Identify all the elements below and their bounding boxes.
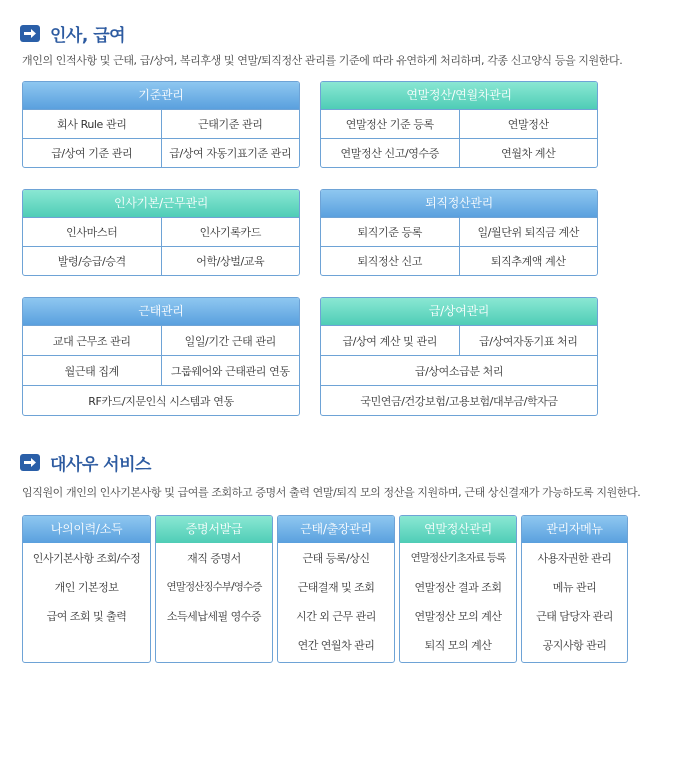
menu-item[interactable]: 연말정산 신고/영수증 (340, 147, 439, 160)
menu-item[interactable]: 공지사항 관리 (542, 638, 607, 652)
box-row (321, 385, 597, 415)
box-header: 퇴직정산관리 (321, 190, 597, 217)
menu-item[interactable]: 소득세납세필 영수증 (166, 609, 262, 623)
menu-item[interactable]: 재직 증명서 (187, 551, 241, 565)
menu-item[interactable]: 교대 근무조 관리 (52, 334, 131, 348)
section-description: 개인의 인적사항 및 근태, 급/상여, 복리후생 및 연말/퇴직정산 관리를 기준에 따라 유연하게 처리하며, 각종 신고양식 등을 지원한다. (22, 54, 623, 67)
menu-item[interactable]: 월근태 집계 (64, 364, 119, 378)
menu-item[interactable]: 어학/상벌/교육 (161, 247, 300, 275)
menu-item[interactable]: 인사기록카드 (161, 218, 300, 246)
box-admin-menu (521, 515, 628, 663)
menu-item[interactable]: 연말정산 (459, 110, 598, 138)
arrow-right-icon (20, 454, 40, 471)
box-personnel-basic (22, 189, 300, 276)
box-header: 근태/출장관리 (278, 516, 394, 543)
menu-item[interactable]: 퇴직추계액 계산 (459, 247, 598, 275)
box-certificate-issuance (155, 515, 273, 663)
box-row (321, 355, 597, 385)
menu-item[interactable]: 급/상여 계산 및 관리 (342, 334, 437, 348)
menu-item[interactable]: 근태 담당자 관리 (536, 609, 613, 623)
menu-item[interactable]: 근태 등록/상신 (302, 551, 370, 565)
box-header: 연말정산/연월차관리 (321, 82, 597, 109)
box-row (321, 109, 597, 138)
menu-item[interactable]: 인사기본사항 조회/수정 (32, 551, 141, 565)
menu-item[interactable]: RF카드/지문인식 시스템과 연동 (88, 394, 234, 408)
arrow-right-icon (20, 25, 40, 42)
section-title-employee-service (20, 450, 151, 475)
menu-item[interactable]: 퇴직 모의 계산 (424, 638, 492, 652)
box-year-end-service (399, 515, 517, 663)
box-my-history-income (22, 515, 151, 663)
menu-item[interactable]: 시간 외 근무 관리 (296, 609, 376, 623)
section-description: 임직원이 개인의 인사기본사항 및 급여를 조회하고 증명서 출력 연말/퇴직 모의 정산을 지원하며, 근태 상신결재가 가능하도록 지원한다. (22, 486, 641, 499)
box-retirement-settlement (320, 189, 598, 276)
box-header: 연말정산관리 (400, 516, 516, 543)
box-row (23, 325, 299, 355)
box-header: 기준관리 (23, 82, 299, 109)
menu-item[interactable]: 퇴직정산 신고 (357, 255, 422, 268)
menu-item[interactable]: 급/상여소급분 처리 (414, 364, 504, 378)
section-title-text: 인사, 급여 (50, 26, 126, 46)
box-row (321, 246, 597, 275)
menu-item[interactable]: 일일/기간 근태 관리 (161, 326, 300, 355)
box-row (23, 246, 299, 275)
menu-item[interactable]: 연간 연월차 관리 (297, 638, 375, 652)
menu-item[interactable]: 연말정산 모의 계산 (414, 609, 502, 623)
menu-item[interactable]: 연말정산 결과 조회 (414, 580, 502, 594)
box-row (321, 325, 597, 355)
menu-item[interactable]: 발령/승급/승격 (57, 255, 126, 268)
box-attendance-management (22, 297, 300, 416)
box-row (321, 217, 597, 246)
menu-item[interactable]: 급/상여자동기표 처리 (459, 326, 598, 355)
box-list (156, 543, 272, 630)
menu-item[interactable]: 급/상여 자동기표기준 관리 (161, 139, 300, 167)
box-header: 급/상여관리 (321, 298, 597, 325)
menu-item[interactable]: 연월차 계산 (459, 139, 598, 167)
menu-item[interactable]: 메뉴 관리 (552, 580, 597, 594)
box-year-end-settlement (320, 81, 598, 168)
menu-item[interactable]: 퇴직기준 등록 (357, 226, 422, 239)
menu-item[interactable]: 국민연금/건강보험/고용보험/대부금/학자금 (360, 394, 558, 408)
box-list (278, 543, 394, 659)
box-list (23, 543, 150, 630)
box-row (23, 109, 299, 138)
menu-item[interactable]: 연말정산기초자료 등록 (410, 552, 506, 564)
menu-item[interactable]: 급여 조회 및 출력 (46, 609, 127, 623)
box-header: 관리자메뉴 (522, 516, 627, 543)
section-title-hr-payroll (20, 21, 125, 46)
menu-item[interactable]: 회사 Rule 관리 (57, 118, 127, 131)
menu-item[interactable]: 연말정산징수부/영수증 (166, 581, 262, 593)
box-header: 나의이력/소득 (23, 516, 150, 543)
box-standard-management (22, 81, 300, 168)
menu-item[interactable]: 그룹웨어와 근태관리 연동 (161, 356, 300, 385)
box-header: 인사기본/근무관리 (23, 190, 299, 217)
box-row (321, 138, 597, 167)
box-row (23, 355, 299, 385)
box-pay-bonus-management (320, 297, 598, 416)
menu-item[interactable]: 인사마스터 (66, 226, 118, 239)
menu-item[interactable]: 연말정산 기준 등록 (345, 118, 434, 131)
box-list (400, 543, 516, 659)
box-attendance-trip (277, 515, 395, 663)
menu-item[interactable]: 급/상여 기준 관리 (51, 147, 133, 160)
menu-item[interactable]: 사용자권한 관리 (537, 551, 612, 565)
section-title-text: 대사우 서비스 (50, 455, 151, 475)
box-header: 근태관리 (23, 298, 299, 325)
box-row (23, 385, 299, 415)
menu-item[interactable]: 근태기준 관리 (161, 110, 300, 138)
menu-item[interactable]: 일/월단위 퇴직금 계산 (459, 218, 598, 246)
menu-item[interactable]: 근태결재 및 조회 (297, 580, 375, 594)
box-row (23, 217, 299, 246)
menu-item[interactable]: 개인 기본정보 (54, 580, 119, 594)
box-row (23, 138, 299, 167)
box-list (522, 543, 627, 659)
box-header: 증명서발급 (156, 516, 272, 543)
